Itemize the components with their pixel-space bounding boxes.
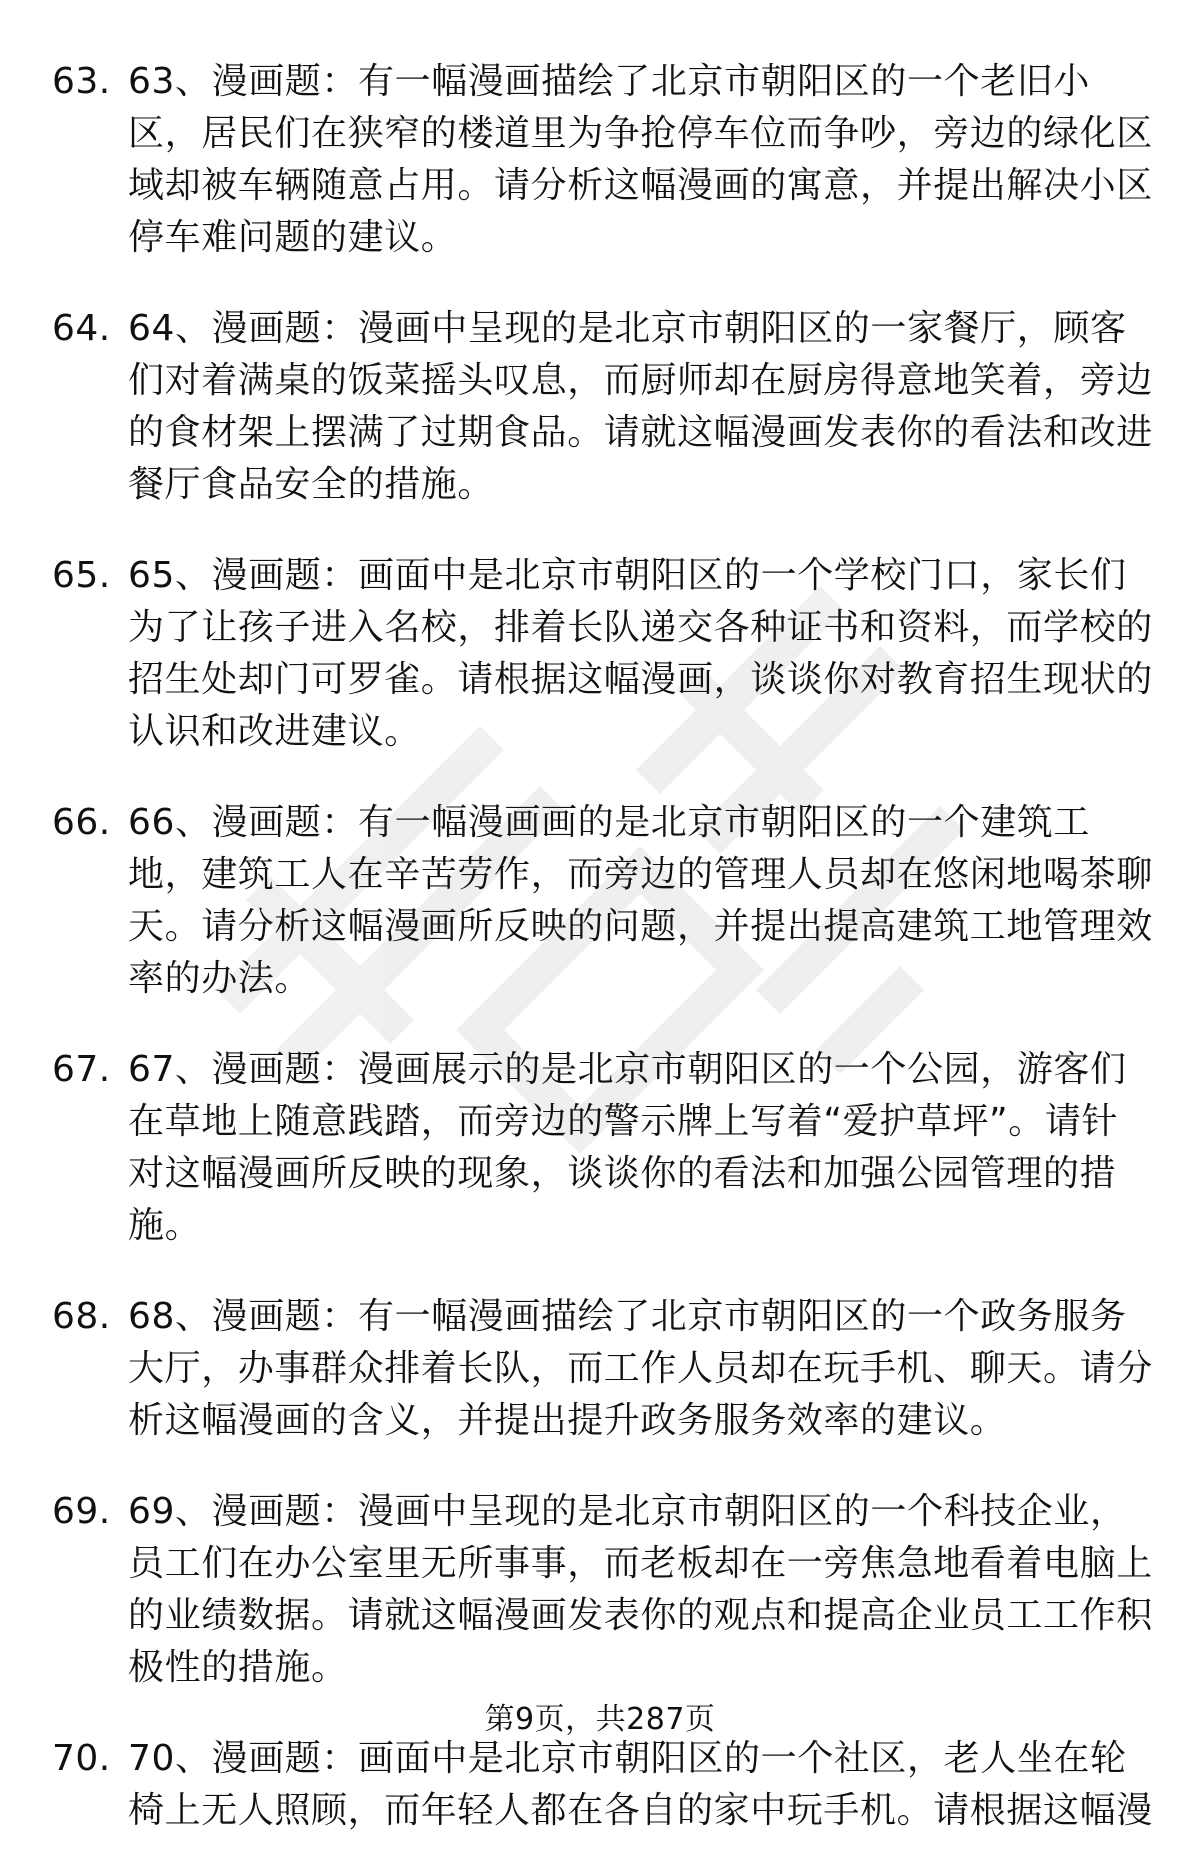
question-number: 66. <box>52 802 111 843</box>
question-text: 64、漫画题：漫画中呈现的是北京市朝阳区的一家餐厅，顾客们对着满桌的饭菜摇头叹息，而厨师却在厨房得意地笑着，旁边的食材架上摆满了过期食品。请就这幅漫画发表你的看法和改进餐厅食品安全的措施。 <box>128 308 1153 505</box>
question-number: 67. <box>52 1049 111 1090</box>
question-number: 64. <box>52 308 111 349</box>
question-number: 70. <box>52 1738 111 1779</box>
page-number-footer: 第9页，共287页 <box>484 1702 716 1737</box>
question-item <box>0 1486 1200 1694</box>
question-item <box>0 1733 1200 1837</box>
question-text: 67、漫画题：漫画展示的是北京市朝阳区的一个公园，游客们在草地上随意践踏，而旁边的警示牌上写着“爱护草坪”。请针对这幅漫画所反映的现象，谈谈你的看法和加强公园管理的措施。 <box>128 1049 1127 1246</box>
question-text: 68、漫画题：有一幅漫画描绘了北京市朝阳区的一个政务服务大厅，办事群众排着长队，而工作人员却在玩手机、聊天。请分析这幅漫画的含义，并提出提升政务服务效率的建议。 <box>128 1296 1153 1441</box>
question-number: 63. <box>52 61 111 102</box>
question-item <box>0 303 1200 511</box>
question-text: 70、漫画题：画面中是北京市朝阳区的一个社区，老人坐在轮椅上无人照顾，而年轻人都在各自的家中玩手机。请根据这幅漫 <box>128 1738 1153 1831</box>
question-number: 68. <box>52 1296 111 1337</box>
question-text: 66、漫画题：有一幅漫画画的是北京市朝阳区的一个建筑工地，建筑工人在辛苦劳作，而旁边的管理人员却在悠闲地喝茶聊天。请分析这幅漫画所反映的问题，并提出提高建筑工地管理效率的办法。 <box>128 802 1153 999</box>
question-list <box>0 56 1200 1876</box>
question-text: 63、漫画题：有一幅漫画描绘了北京市朝阳区的一个老旧小区，居民们在狭窄的楼道里为争抢停车位而争吵，旁边的绿化区域却被车辆随意占用。请分析这幅漫画的寓意，并提出解决小区停车难问题的建议。 <box>128 61 1153 258</box>
question-text: 65、漫画题：画面中是北京市朝阳区的一个学校门口，家长们为了让孩子进入名校，排着长队递交各种证书和资料，而学校的招生处却门可罗雀。请根据这幅漫画，谈谈你对教育招生现状的认识和改进建议。 <box>128 555 1153 752</box>
question-number: 69. <box>52 1491 111 1532</box>
question-item <box>0 56 1200 264</box>
question-item <box>0 797 1200 1005</box>
question-text: 69、漫画题：漫画中呈现的是北京市朝阳区的一个科技企业，员工们在办公室里无所事事，而老板却在一旁焦急地看着电脑上的业绩数据。请就这幅漫画发表你的观点和提高企业员工工作积极性的措施。 <box>128 1491 1153 1688</box>
question-number: 65. <box>52 555 111 596</box>
question-item <box>0 550 1200 758</box>
question-item <box>0 1044 1200 1252</box>
question-item <box>0 1291 1200 1447</box>
